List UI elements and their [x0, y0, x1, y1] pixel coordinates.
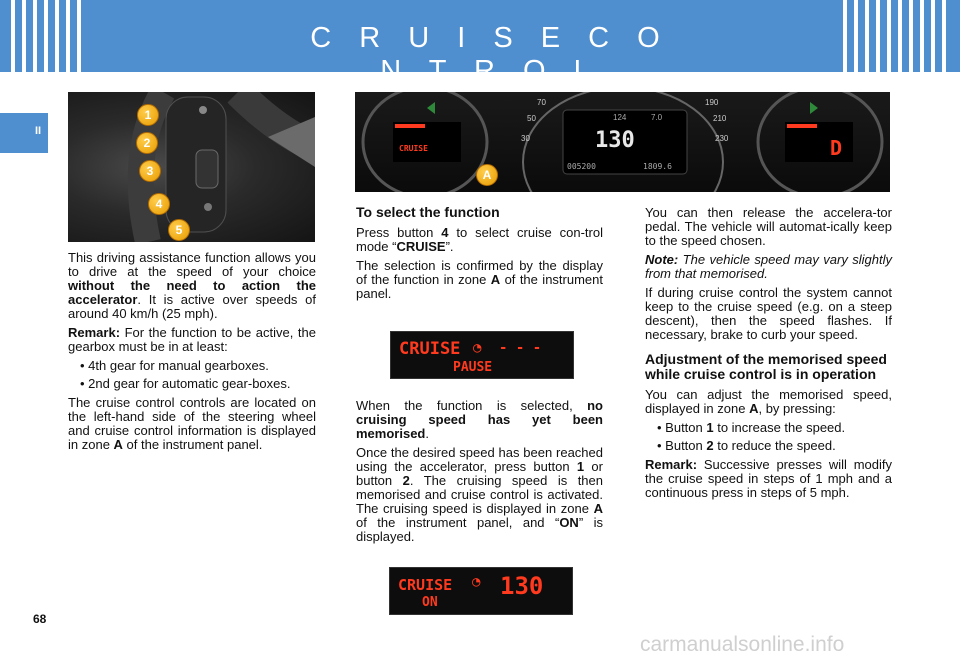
remark-label: Remark:: [68, 325, 121, 340]
header-stripe: [66, 0, 70, 72]
list-item: [657, 439, 892, 453]
text: to select cruise con-trol mode “: [356, 225, 603, 254]
pause-screen-dashes: - - -: [499, 340, 542, 356]
selected-paragraph: [356, 399, 603, 441]
text: • Button: [657, 438, 707, 453]
text: When the function is selected,: [356, 398, 588, 413]
control-badge-2: 2: [136, 132, 158, 154]
button-ref: 4: [441, 225, 449, 240]
select-function-column: [356, 205, 603, 306]
text: to increase the speed.: [713, 420, 846, 435]
text: . It is active over speeds of around 40 km/h (25 mph).: [68, 292, 316, 321]
text: Press button: [356, 225, 442, 240]
panel-gear-indicator: D: [830, 136, 843, 160]
section-marker-bar: [0, 113, 28, 153]
header-stripe: [865, 0, 869, 72]
remark-label: Remark:: [645, 457, 698, 472]
panel-top-readout-1: 124: [613, 113, 627, 122]
speedometer-icon: ◔: [472, 574, 481, 590]
header-stripe: [898, 0, 902, 72]
text: of the instrument panel, and “: [356, 515, 560, 530]
on-screen-speed: 130: [500, 572, 544, 600]
text: • Button: [657, 420, 707, 435]
press-paragraph: [356, 226, 603, 254]
memorise-column: [356, 399, 603, 549]
header-stripe: [55, 0, 59, 72]
dial-number: 230: [715, 134, 729, 143]
dial-number: 70: [537, 98, 546, 107]
section-heading: Adjustment of the memorised speed while cruise control is in operation: [645, 351, 887, 382]
confirm-paragraph: [356, 259, 603, 301]
page-number: 68: [33, 612, 47, 626]
header-stripe: [931, 0, 935, 72]
on-screen-on-text: ON: [422, 595, 438, 610]
flash-paragraph: If during cruise control the system cannot keep to the cruise speed (e.g. on a steep descent), then the speed flashes. If necessary, brake to curb your speed.: [645, 285, 892, 342]
header-stripe: [33, 0, 37, 72]
zone-ref: A: [593, 501, 603, 516]
text: of the instrument panel.: [122, 437, 263, 452]
text: to reduce the speed.: [713, 438, 836, 453]
text: ”.: [445, 239, 454, 254]
mode-ref: ON: [559, 515, 579, 530]
on-screen-cruise-text: CRUISE: [398, 576, 453, 594]
location-paragraph: [68, 396, 316, 452]
header-stripe: [843, 0, 847, 72]
dial-number: 190: [705, 98, 719, 107]
control-badge-3: 3: [139, 160, 161, 182]
header-stripe: [11, 0, 15, 72]
remark-paragraph: [645, 458, 892, 500]
text: Once the desired speed has been reached using the accelerator, press button: [356, 445, 603, 474]
steering-controls-photo: [68, 92, 315, 242]
zone-a-badge: A: [476, 164, 498, 186]
header-stripe: [854, 0, 858, 72]
zone-ref: A: [113, 437, 123, 452]
steering-wheel-illustration: [68, 92, 315, 242]
adjust-paragraph: [645, 388, 892, 416]
display-cruise-pause: [390, 331, 574, 379]
text: For the function to be active, the gearbox must be in at least:: [68, 325, 316, 354]
dial-number: 50: [527, 114, 536, 123]
header-stripe: [909, 0, 913, 72]
text: This driving assistance function allows you to drive at the speed of your choice: [68, 250, 316, 279]
button-ref: 1: [576, 459, 585, 474]
dial-number: 30: [521, 134, 530, 143]
page-title: C R U I S E C O N T R O L: [310, 22, 670, 87]
text: ” is displayed.: [356, 515, 603, 544]
section-tab[interactable]: II: [28, 113, 48, 153]
speedometer-icon: ◔: [473, 340, 482, 356]
text: .: [425, 426, 429, 441]
remark-paragraph: [68, 326, 316, 354]
control-badge-4: 4: [148, 193, 170, 215]
header-stripe: [44, 0, 48, 72]
intro-column: [68, 251, 316, 457]
text: The selection is confirmed by the display of the function in zone: [356, 258, 603, 287]
header-bar: [0, 0, 960, 87]
emphasis: no cruising speed has yet been memorised: [356, 398, 603, 441]
activate-paragraph: [356, 446, 603, 544]
watermark: carmanualsonline.info: [640, 633, 845, 656]
zone-ref: A: [490, 272, 501, 287]
button-list: [645, 421, 892, 453]
panel-speed-readout: 130: [595, 128, 635, 153]
header-stripe: [920, 0, 924, 72]
header-stripe: [876, 0, 880, 72]
button-ref: 2: [402, 473, 410, 488]
intro-paragraph: [68, 251, 316, 321]
text: The cruise control controls are located on the left-hand side of the steering wheel and cruise control information is displayed in zone: [68, 395, 316, 452]
button-ref: 2: [706, 438, 714, 453]
text: . The cruising speed is then memorised and cruise control is activated. The cruising speed is displayed in zone: [356, 473, 603, 516]
list-item: • 2nd gear for automatic gear-boxes.: [80, 376, 291, 391]
release-paragraph: You can then release the accelera-tor pedal. The vehicle will automat-ically keep to the speed chosen.: [645, 205, 892, 248]
emphasis: without the need to action the accelerator: [68, 278, 316, 307]
dial-number: 210: [713, 114, 727, 123]
header-stripe: [22, 0, 26, 72]
gear-list: [68, 359, 316, 391]
text: , by pressing:: [758, 401, 836, 416]
panel-top-readout-2: 7.0: [651, 113, 663, 122]
adjustment-column: [645, 206, 892, 505]
zone-ref: A: [749, 401, 759, 416]
text: of the instrument panel.: [356, 272, 603, 301]
control-badge-5: 5: [168, 219, 190, 241]
pause-screen-cruise-text: CRUISE: [399, 339, 461, 359]
note-label: Note:: [645, 252, 679, 267]
header-stripe: [942, 0, 946, 72]
section-heading: To select the function: [356, 204, 500, 220]
instrument-panel-photo: [355, 92, 890, 192]
panel-odometer: 005200: [567, 162, 596, 171]
note-paragraph: [645, 253, 892, 281]
display-cruise-on: [389, 567, 573, 615]
pause-screen-pause-text: PAUSE: [453, 360, 493, 375]
button-ref: 1: [706, 420, 714, 435]
list-item: • 4th gear for manual gearboxes.: [80, 358, 269, 373]
header-stripe: [77, 0, 81, 72]
list-item: [657, 421, 892, 435]
text: You can adjust the memorised speed, displayed in zone: [645, 387, 892, 416]
text: or button: [356, 459, 603, 488]
note-text: The vehicle speed may vary slightly from that memorised.: [645, 252, 892, 281]
mode-ref: CRUISE: [396, 239, 446, 254]
panel-cruise-label: CRUISE: [399, 144, 428, 153]
header-stripe: [887, 0, 891, 72]
panel-trip: 1809.6: [643, 162, 672, 171]
text: Successive presses will modify the cruise speed in steps of 1 mph and a continuous press in steps of 5 mph.: [645, 457, 892, 500]
control-badge-1: 1: [137, 104, 159, 126]
